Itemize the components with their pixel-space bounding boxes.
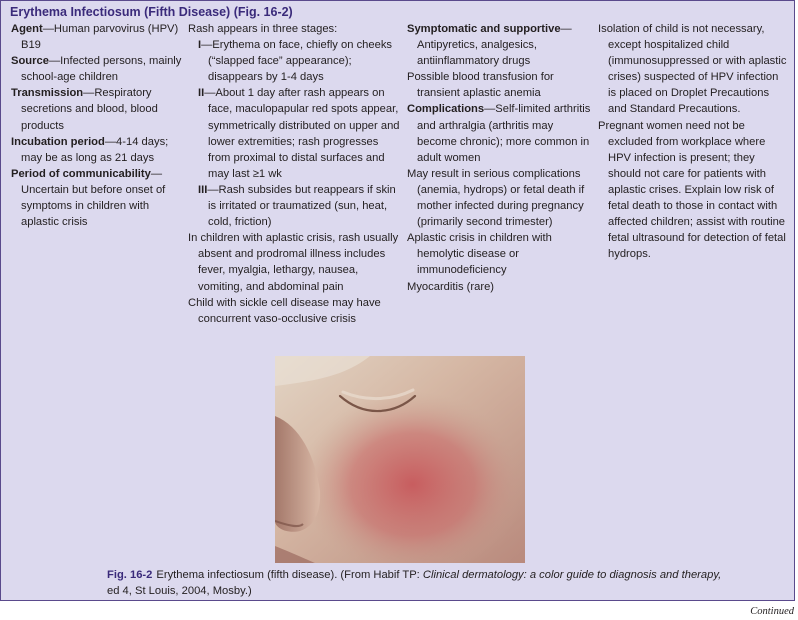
list-item: Symptomatic and supportive—Antipyretics, analgesics, antiinflammatory drugs: [407, 23, 572, 68]
list-item: Period of communicability—Uncertain but before onset of symptoms in children with aplastic crisis: [11, 167, 166, 229]
column-epidemiology: [11, 21, 183, 230]
rash-stage: II—About 1 day after rash appears on face, maculopapular red spots appear, symmetrically distributed on upper and lower extremities; rash progresses from proximal to distal surfaces and may last ≥1 wk: [198, 87, 400, 180]
caption-source-title: Clinical dermatology: a color guide to diagnosis and therapy,: [422, 569, 722, 581]
list-item: In children with aplastic crisis, rash usually absent and prodromal illness includes fever, myalgia, lethargy, nausea, vomiting, and abdominal pain: [188, 232, 399, 293]
list-item: Agent—Human parvovirus (HPV) B19: [11, 23, 179, 52]
rash-stage: I—Erythema on face, chiefly on cheeks (“slapped face” appearance); disappears by 1-4 days: [198, 39, 393, 84]
list-item: Complications—Self-limited arthritis and arthralgia (arthritis may become chronic); more common in adult women: [407, 103, 591, 164]
column-clinical-manifestations: [188, 21, 400, 327]
caption-text: Erythema infectiosum (fifth disease). (From Habif TP:: [156, 569, 423, 581]
clinical-photo-face-rash: [275, 356, 525, 563]
caption-text-end: ed 4, St Louis, 2004, Mosby.): [107, 585, 252, 597]
heading-title: Erythema Infectiosum (Fifth Disease): [10, 5, 231, 19]
list-item: Child with sickle cell disease may have concurrent vaso-occlusive crisis: [188, 296, 381, 325]
rash-intro: Rash appears in three stages:: [188, 23, 338, 35]
section-heading: [10, 5, 293, 19]
list-item: Transmission—Respiratory secretions and blood, blood products: [11, 87, 158, 132]
figure-caption: [107, 567, 727, 599]
list-item: Myocarditis (rare): [407, 280, 495, 293]
list-item: May result in serious complications (anemia, hydrops) or fetal death if mother infected during pregnancy (primarily second trimester): [407, 167, 585, 229]
list-item: Possible blood transfusion for transient aplastic anemia: [407, 71, 554, 100]
list-item: Incubation period—4-14 days; may be as long as 21 days: [11, 135, 169, 164]
column-nursing-considerations: [598, 21, 788, 262]
rash-stage: III—Rash subsides but reappears if skin is irritated or traumatized (sun, heat, cold, friction): [198, 183, 396, 229]
figure-label: Fig. 16-2: [107, 569, 153, 581]
heading-figure-ref: (Fig. 16-2): [233, 5, 293, 19]
column-treatment: [407, 21, 593, 295]
list-item: Pregnant women need not be excluded from workplace where HPV infection is present; they should not care for patients with aplastic crises. Explain low risk of fetal death to those in contact with affected children; assist with routine fetal ultrasound for detection of fetal hydrops.: [598, 119, 786, 261]
list-item: Aplastic crisis in children with hemolytic disease or immunodeficiency: [407, 232, 552, 277]
list-item: Isolation of child is not necessary, except hospitalized child (immunosuppressed or with aplastic crises) suspected of HPV infection is placed on Droplet Precautions and Standard Precautions.: [598, 23, 787, 116]
continued-label: Continued: [750, 606, 794, 617]
photo-illustration: [275, 356, 525, 563]
list-item: Source—Infected persons, mainly school-age children: [11, 55, 182, 84]
